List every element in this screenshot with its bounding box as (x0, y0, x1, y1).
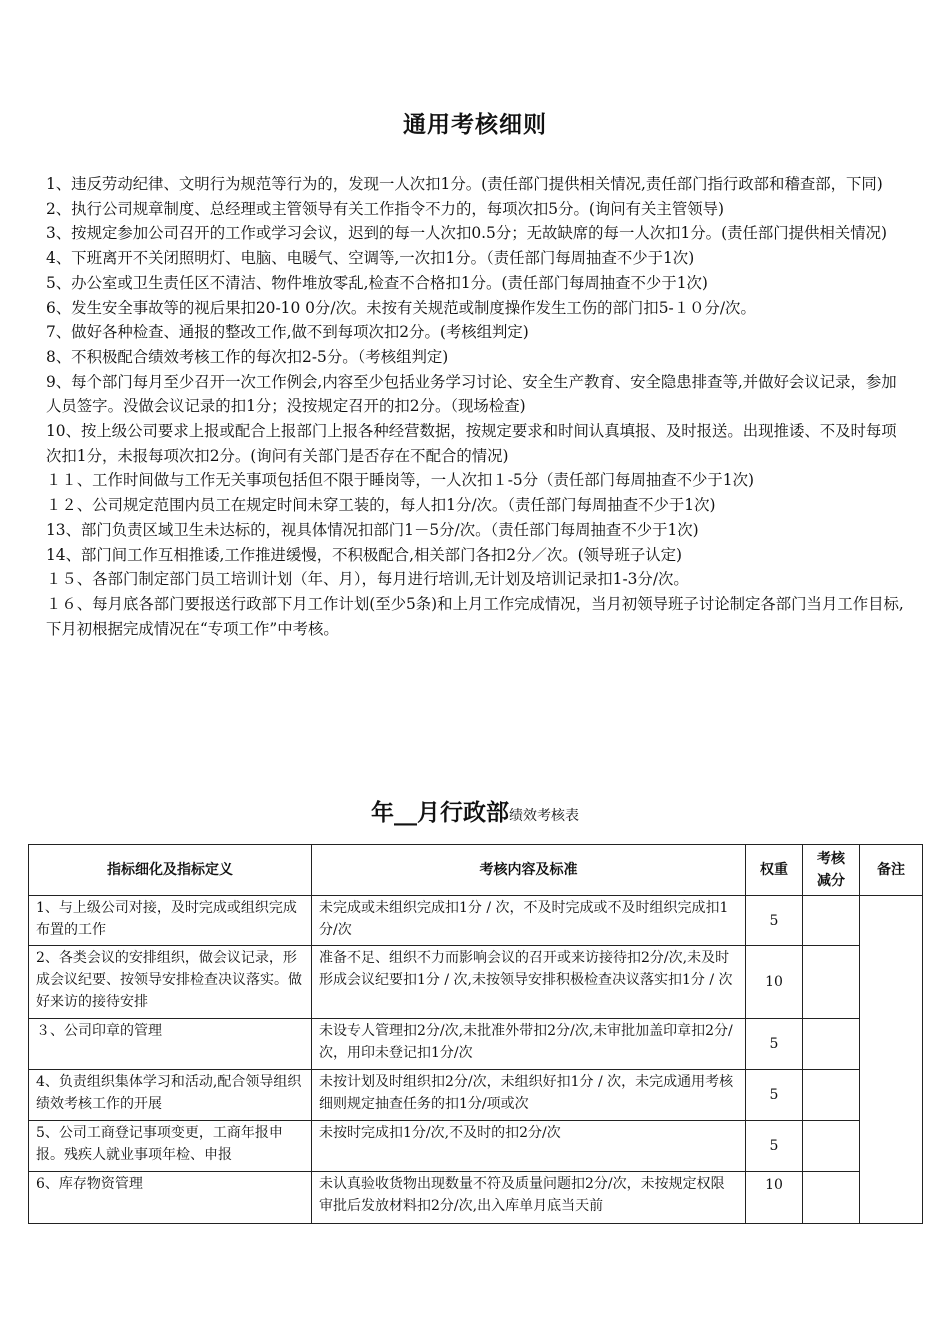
rules-list (46, 172, 908, 641)
cell-indicator: 4、负责组织集体学习和活动,配合领导组织绩效考核工作的开展 (29, 1070, 312, 1121)
table-title-suffix: 绩效考核表 (509, 808, 579, 824)
table-row (29, 946, 923, 1019)
table-row (29, 1070, 923, 1121)
rule-item: 13、部门负责区域卫生未达标的，视具体情况扣部门1－5分/次。（责任部门每周抽查不少于1次) (46, 520, 699, 539)
cell-indicator: ３、公司印章的管理 (29, 1019, 312, 1070)
cell-indicator: 5、公司工商登记事项变更，工商年报申报。残疾人就业事项年检、申报 (29, 1121, 312, 1172)
cell-deduction[interactable] (803, 1121, 860, 1172)
header-weight: 权重 (746, 845, 803, 896)
rule-item: １１、工作时间做与工作无关事项包括但不限于睡岗等，一人次扣１-5分（责任部门每周抽查不少于1次) (46, 471, 754, 490)
header-standard: 考核内容及标准 (312, 845, 746, 896)
header-indicator: 指标细化及指标定义 (29, 845, 312, 896)
table-row (29, 1019, 923, 1070)
rule-item: 14、部门间工作互相推诿,工作推进缓慢，不积极配合,相关部门各扣2分／次。(领导班子认定) (46, 545, 683, 564)
rule-item: 4、下班离开不关闭照明灯、电脑、电暖气、空调等,一次扣1分。（责任部门每周抽查不少于1次) (46, 249, 695, 268)
cell-standard: 未按时完成扣1分/次,不及时的扣2分/次 (312, 1121, 746, 1172)
header-deduction-text: 考核减分 (817, 851, 845, 889)
rule-item: １６、每月底各部门要报送行政部下月工作计划(至少5条)和上月工作完成情况，当月初领导班子讨论制定各部门当月工作目标,下月初根据完成情况在“专项工作”中考核。 (46, 594, 904, 638)
cell-indicator: 6、库存物资管理 (29, 1172, 312, 1224)
table-row (29, 896, 923, 946)
cell-weight: 5 (746, 896, 803, 946)
cell-indicator: 2、各类会议的安排组织，做会议记录，形成会议纪要、按领导安排检查决议落实。做好来访的接待安排 (29, 946, 312, 1019)
rule-item: １２、公司规定范围内员工在规定时间未穿工装的，每人扣1分/次。（责任部门每周抽查不少于1次) (46, 496, 716, 515)
cell-standard: 未按计划及时组织扣2分/次，未组织好扣1分 / 次，未完成通用考核细则规定抽查任务的扣1分/项或次 (312, 1070, 746, 1121)
table-row (29, 1121, 923, 1172)
cell-weight: 10 (746, 1172, 803, 1224)
rule-item: 1、违反劳动纪律、文明行为规范等行为的，发现一人次扣1分。(责任部门提供相关情况,责任部门指行政部和稽查部，下同) (46, 175, 883, 193)
table-header-row (29, 845, 923, 896)
cell-indicator: 1、与上级公司对接，及时完成或组织完成布置的工作 (29, 896, 312, 946)
cell-weight: 5 (746, 1019, 803, 1070)
cell-weight: 5 (746, 1070, 803, 1121)
rule-item: 3、按规定参加公司召开的工作或学习会议，迟到的每一人次扣0.5分；无故缺席的每一人次扣1分。(责任部门提供相关情况) (46, 224, 887, 243)
assessment-table (28, 844, 923, 1224)
cell-standard: 未设专人管理扣2分/次,未批准外带扣2分/次,未审批加盖印章扣2分/次，用印未登记扣1分/次 (312, 1019, 746, 1070)
cell-deduction[interactable] (803, 1019, 860, 1070)
cell-remarks[interactable] (860, 896, 923, 1224)
cell-deduction[interactable] (803, 946, 860, 1019)
header-remarks: 备注 (860, 845, 923, 896)
rule-item: 9、每个部门每月至少召开一次工作例会,内容至少包括业务学习讨论、安全生产教育、安全隐患排查等,并做好会议记录，参加人员签字。没做会议记录的扣1分；没按规定召开的扣2分。（现场检查) (46, 372, 897, 416)
rule-item: 7、做好各种检查、通报的整改工作,做不到每项次扣2分。(考核组判定) (46, 323, 529, 342)
cell-weight: 5 (746, 1121, 803, 1172)
rule-item: １５、各部门制定部门员工培训计划（年、月），每月进行培训,无计划及培训记录扣1-3分/次。 (46, 570, 689, 589)
rule-item: 2、执行公司规章制度、总经理或主管领导有关工作指令不力的，每项次扣5分。(询问有关主管领导) (46, 199, 724, 218)
rule-item: 10、按上级公司要求上报或配合上报部门上报各种经营数据，按规定要求和时间认真填报、及时报送。出现推诿、不及时每项次扣1分，未报每项次扣2分。(询问有关部门是否存在不配合的情况) (46, 422, 897, 465)
cell-deduction[interactable] (803, 896, 860, 946)
rule-item: 8、不积极配合绩效考核工作的每次扣2-5分。（考核组判定) (46, 347, 449, 366)
cell-deduction[interactable] (803, 1172, 860, 1224)
page-title: 通用考核细则 (403, 112, 547, 138)
cell-weight: 10 (746, 946, 803, 1019)
cell-deduction[interactable] (803, 1070, 860, 1121)
rule-item: 5、办公室或卫生责任区不清洁、物件堆放零乱,检查不合格扣1分。(责任部门每周抽查不少于1次) (46, 273, 708, 292)
table-title (0, 794, 950, 827)
header-deduction (803, 845, 860, 896)
table-title-main: 年__月行政部 (371, 800, 509, 826)
rule-item: 6、发生安全事故等的视后果扣20-10 0分/次。未按有关规范或制度操作发生工伤的部门扣5-１０分/次。 (46, 298, 756, 317)
cell-standard: 未完成或未组织完成扣1分 / 次，不及时完成或不及时组织完成扣1分/次 (312, 896, 746, 946)
cell-standard: 准备不足、组织不力而影响会议的召开或来访接待扣2分/次,未及时形成会议纪要扣1分 / 次,未按领导安排积极检查决议落实扣1分 / 次 (312, 946, 746, 1019)
table-row (29, 1172, 923, 1224)
cell-standard: 未认真验收货物出现数量不符及质量问题扣2分/次，未按规定权限审批后发放材料扣2分/次,出入库单月底当天前 (312, 1172, 746, 1224)
